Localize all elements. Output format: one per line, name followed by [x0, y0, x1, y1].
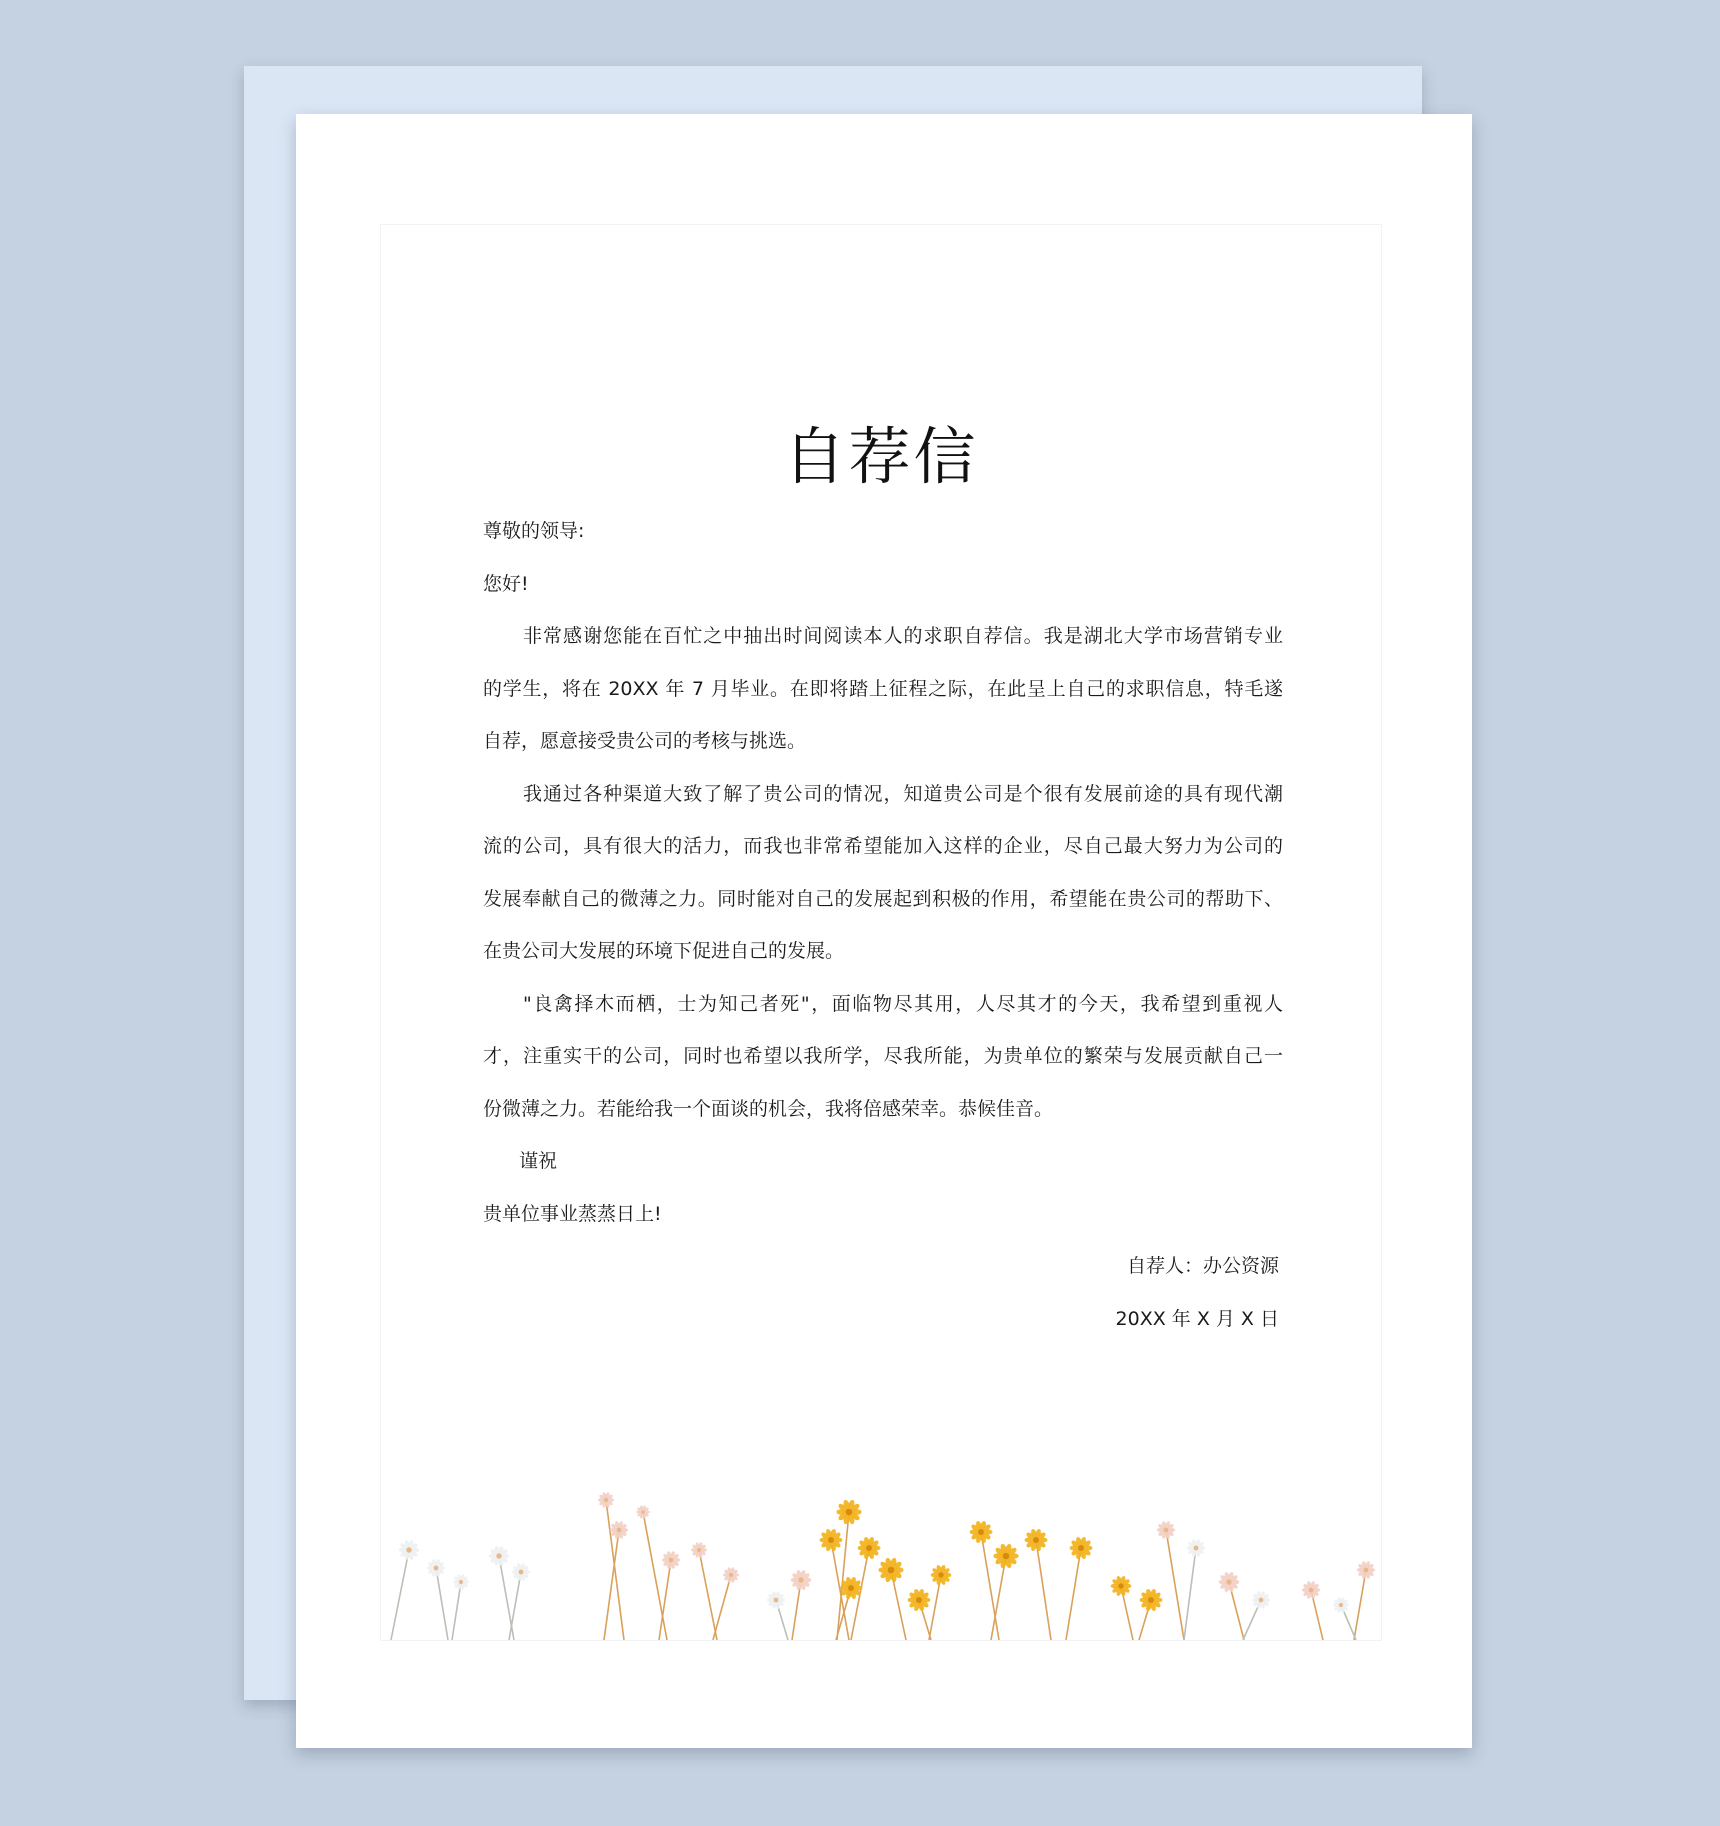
- flower-head: [791, 1569, 812, 1590]
- flower-head: [1252, 1591, 1270, 1610]
- flower-head: [399, 1539, 420, 1560]
- letter-date: 20XX 年 X 月 X 日: [1115, 1307, 1279, 1330]
- flower-stem: [509, 1572, 521, 1640]
- flower-head: [427, 1559, 445, 1578]
- letter-page: [380, 224, 1382, 1641]
- flower-head: [767, 1591, 785, 1610]
- letter-title: 自荐信: [783, 420, 979, 493]
- closing-line-2: 贵单位事业蒸蒸日上!: [483, 1202, 662, 1225]
- flower-head: [908, 1588, 931, 1611]
- paragraph-1-line-3: 自荐，愿意接受贵公司的考核与挑选。: [483, 730, 807, 752]
- flower-stem: [1184, 1548, 1196, 1640]
- flower-stem: [1036, 1540, 1051, 1640]
- paragraph-2-line-4: 在贵公司大发展的环境下促进自己的发展。: [483, 940, 845, 962]
- paragraph-2-line-3: 发展奉献自己的微薄之力。同时能对自己的发展起到积极的作用，希望能在贵公司的帮助下、: [483, 887, 1283, 910]
- flower-head: [1219, 1571, 1240, 1592]
- flower-decoration: [381, 1490, 1381, 1640]
- front-paper-sheet: [296, 114, 1472, 1748]
- flower-head: [1070, 1536, 1093, 1559]
- flower-head: [610, 1521, 628, 1540]
- flower-stem: [606, 1500, 624, 1640]
- flower-stem: [1354, 1570, 1366, 1640]
- flower-head: [1157, 1521, 1175, 1540]
- flower-stem: [991, 1556, 1006, 1640]
- letter-body: [483, 505, 1283, 1345]
- flower-stem: [837, 1512, 849, 1640]
- flower-head: [662, 1551, 680, 1570]
- paragraph-1-line-2: 的学生，将在 20XX 年 7 月毕业。在即将踏上征程之际，在此呈上自己的求职信息，特毛遂: [483, 677, 1283, 700]
- paragraph-2-line-2: 流的公司，具有很大的活力，而我也非常希望能加入这样的企业，尽自己最大努力为公司的: [483, 835, 1283, 857]
- flower-head: [1111, 1575, 1132, 1596]
- salutation: 尊敬的领导:: [483, 520, 585, 542]
- flower-head: [691, 1542, 707, 1558]
- flower-head: [512, 1563, 530, 1582]
- flower-stem: [391, 1550, 409, 1640]
- flower-stem: [436, 1568, 448, 1640]
- flower-head: [1187, 1539, 1205, 1558]
- paragraph-3-line-2: 才，注重实干的公司，同时也希望以我所学，尽我所能，为贵单位的繁荣与发展贡献自己一: [483, 1045, 1283, 1067]
- flower-head: [723, 1567, 739, 1583]
- flower-head: [836, 1499, 861, 1525]
- flower-head: [931, 1564, 952, 1585]
- flower-head: [820, 1528, 843, 1551]
- flower-head: [993, 1543, 1018, 1569]
- paragraph-3-line-1: "良禽择木而栖，士为知己者死"，面临物尽其用，人尽其才的今天，我希望到重视人: [523, 992, 1283, 1015]
- flower-head: [1302, 1581, 1320, 1600]
- flower-head: [453, 1574, 469, 1590]
- closing-line-1: 谨祝: [519, 1150, 558, 1172]
- flower-head: [1333, 1597, 1349, 1613]
- flower-head: [1025, 1528, 1048, 1551]
- greeting: 您好!: [483, 572, 529, 595]
- flower-head: [636, 1505, 650, 1519]
- flower-head: [1357, 1561, 1375, 1580]
- flower-head: [1140, 1588, 1163, 1611]
- paragraph-3-line-3: 份微薄之力。若能给我一个面谈的机会，我将倍感荣幸。恭候佳音。: [483, 1097, 1054, 1120]
- flower-stem: [1066, 1548, 1081, 1640]
- paragraph-2-line-1: 我通过各种渠道大致了解了贵公司的情况，知道贵公司是个很有发展前途的具有现代潮: [523, 782, 1283, 805]
- flower-heads: [399, 1492, 1376, 1613]
- flower-head: [858, 1536, 881, 1559]
- flower-head: [878, 1557, 903, 1583]
- flower-stem: [452, 1582, 461, 1640]
- flower-stem: [643, 1512, 667, 1640]
- flower-stem: [699, 1550, 717, 1640]
- flower-head: [970, 1520, 993, 1543]
- flower-stem: [1166, 1530, 1184, 1640]
- flower-stem: [929, 1575, 941, 1640]
- flower-stem: [713, 1575, 731, 1640]
- flower-head: [489, 1545, 510, 1566]
- paragraph-1-line-1: 非常感谢您能在百忙之中抽出时间阅读本人的求职自荐信。我是湖北大学市场营销专业: [523, 625, 1283, 647]
- signature: 自荐人：办公资源: [1126, 1255, 1279, 1277]
